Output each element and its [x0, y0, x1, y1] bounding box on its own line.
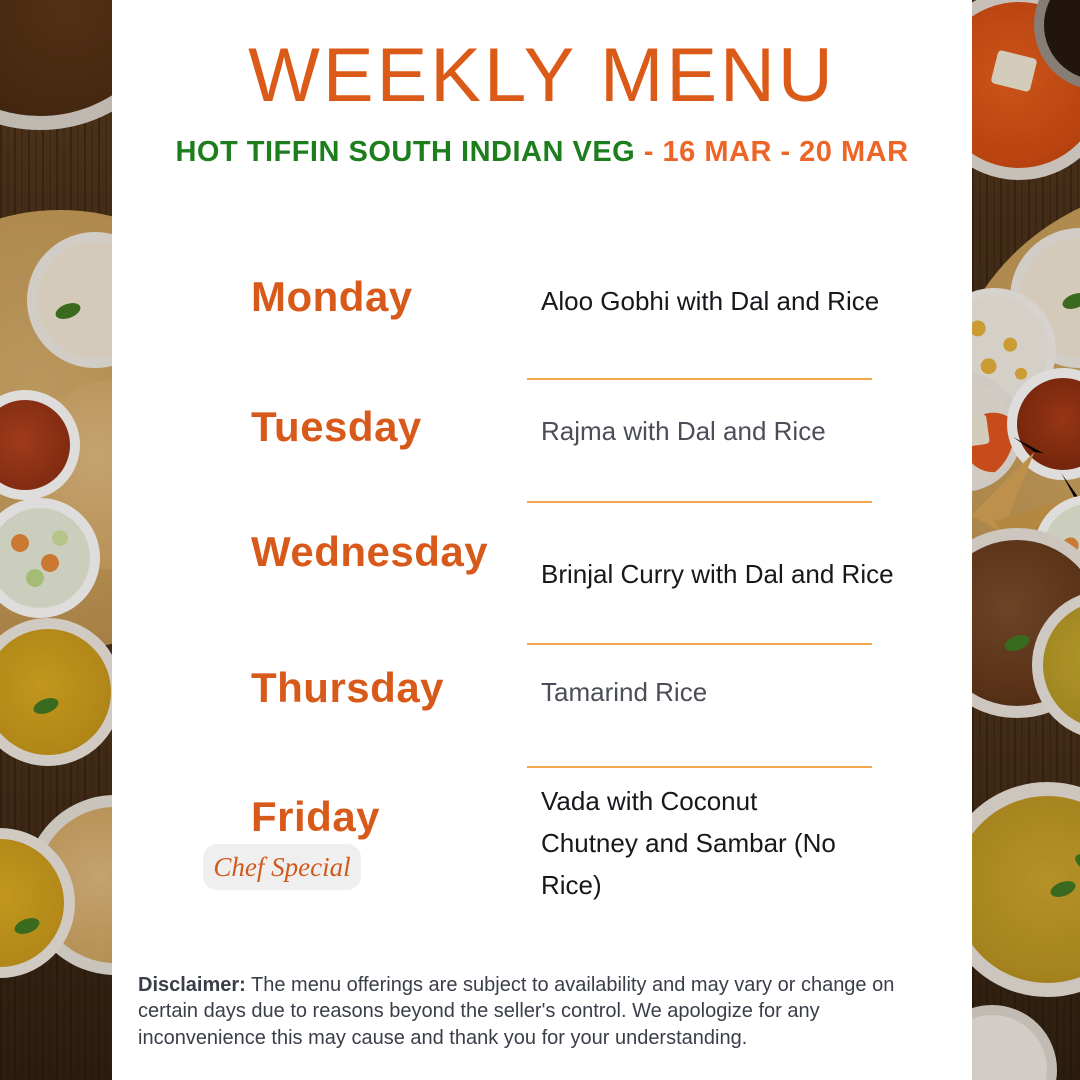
subtitle-separator: -	[643, 136, 654, 168]
yellow-dal-bowl	[972, 782, 1080, 997]
date-range: 16 MAR - 20 MAR	[662, 136, 909, 168]
day-label: Wednesday	[251, 528, 489, 575]
dal-makhani-bowl	[0, 0, 112, 130]
day-label: Monday	[251, 273, 413, 320]
menu-row-tuesday	[251, 380, 972, 501]
provider-name: HOT TIFFIN SOUTH INDIAN VEG	[175, 136, 636, 168]
disclaimer-label: Disclaimer:	[138, 974, 246, 996]
menu-panel	[112, 0, 972, 1080]
menu-row-friday	[213, 768, 972, 906]
roti-plate	[972, 1005, 1057, 1080]
menu-row-thursday	[251, 645, 972, 766]
menu-item-line: Rice)	[541, 870, 602, 900]
day-label: Tuesday	[251, 403, 422, 450]
disclaimer-text: The menu offerings are subject to availability and may vary or change on certain days due to reasons beyond the seller's control. We apologize for any inconvenience this may cause and thank you for your understanding.	[138, 974, 895, 1049]
left-food-photo-strip	[0, 0, 112, 1080]
menu-item-text: Tamarind Rice	[541, 677, 708, 707]
menu-row-monday	[251, 260, 972, 378]
menu-item-text	[541, 780, 921, 906]
menu-item-text: Aloo Gobhi with Dal and Rice	[541, 286, 880, 316]
right-food-photo-strip	[972, 0, 1080, 1080]
menu-item-line: Chutney and Sambar (No	[541, 828, 836, 858]
menu-rows	[213, 260, 972, 906]
yellow-dal-bowl	[0, 618, 112, 766]
chef-special-badge: Chef Special	[203, 844, 361, 890]
menu-item-line: Vada with Coconut	[541, 786, 758, 816]
menu-item-text: Rajma with Dal and Rice	[541, 416, 826, 446]
day-label: Thursday	[251, 664, 445, 711]
menu-row-wednesday	[251, 503, 972, 643]
disclaimer	[138, 972, 918, 1051]
subtitle	[112, 132, 972, 172]
menu-item-text: Brinjal Curry with Dal and Rice	[541, 559, 894, 589]
page-title: WEEKLY MENU	[248, 33, 836, 118]
day-label: Friday	[251, 793, 381, 840]
